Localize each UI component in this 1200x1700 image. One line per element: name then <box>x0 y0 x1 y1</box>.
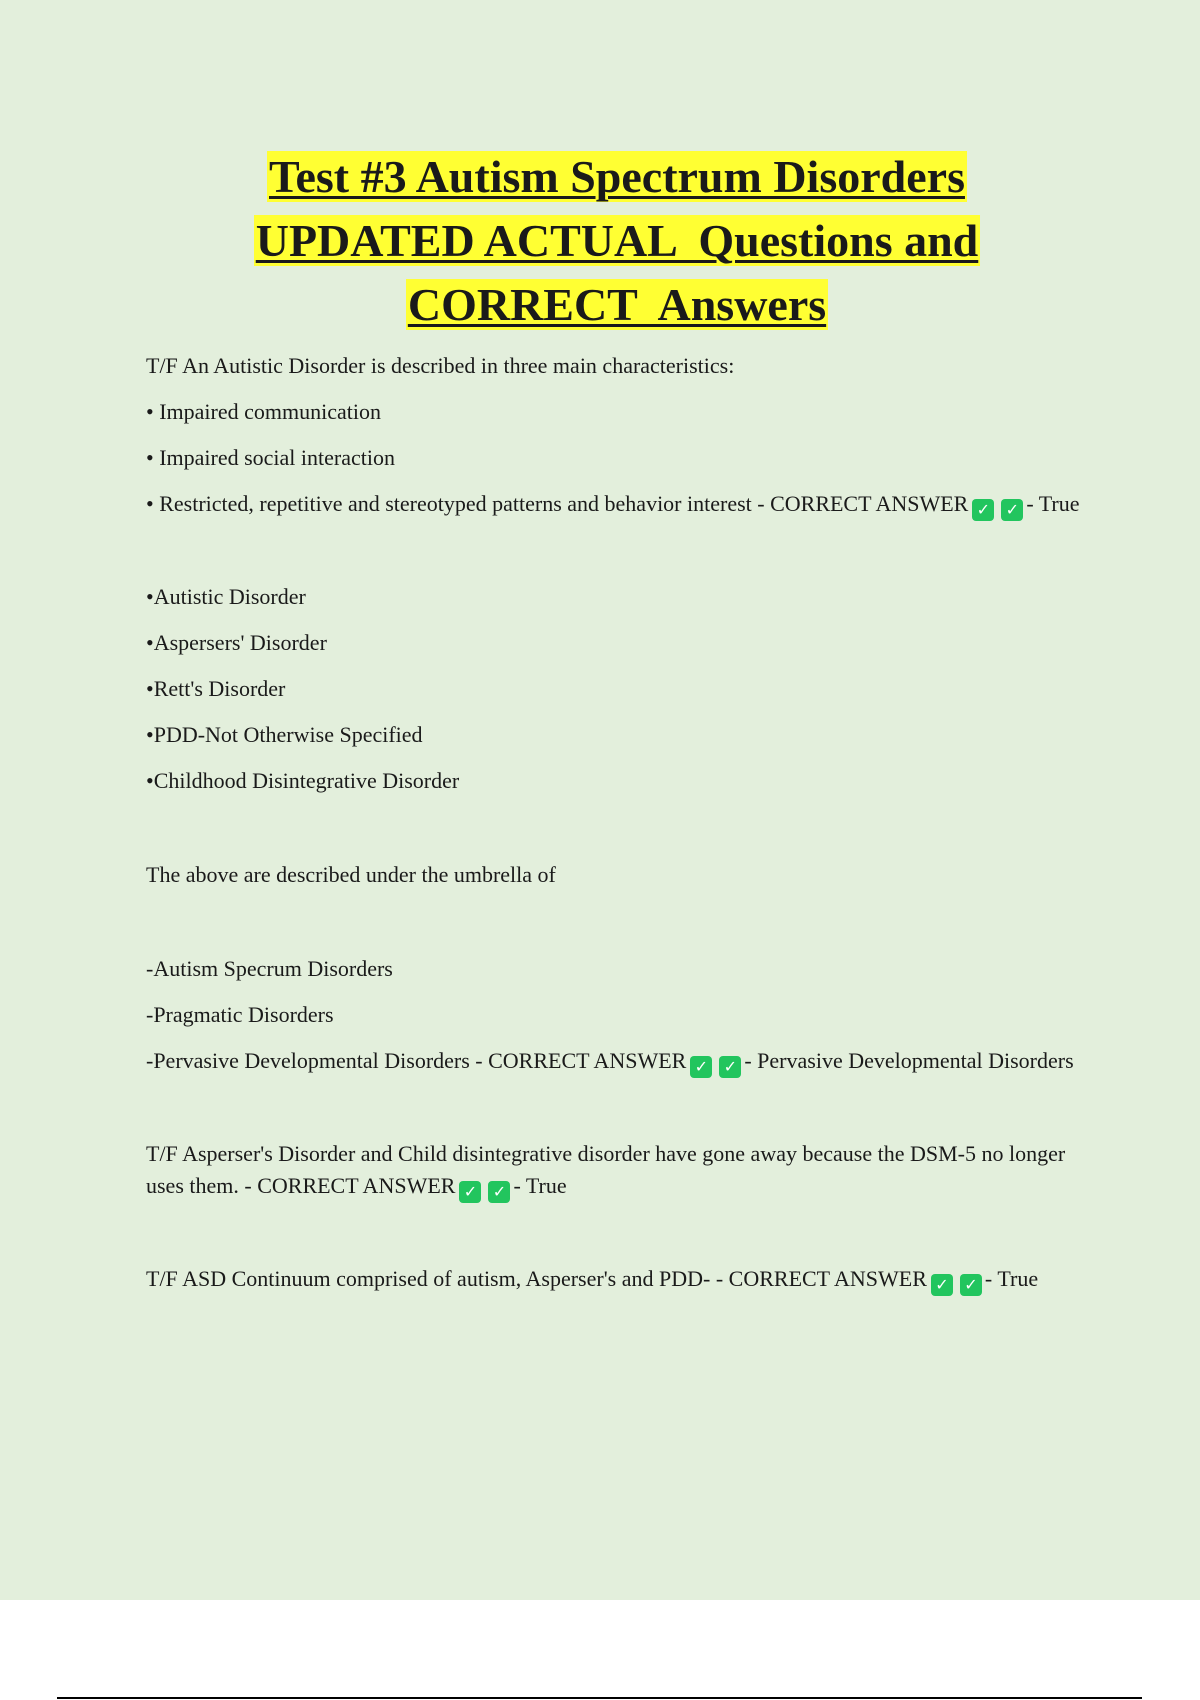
check-box-icon: ✓ <box>488 1181 510 1203</box>
q2-option: -Pervasive Developmental Disorders - CORRECT ANSWER <box>146 1048 687 1073</box>
check-box-icon: ✓ <box>690 1056 712 1078</box>
q1-bullet: • Impaired communication <box>146 399 381 424</box>
document-title <box>0 145 1200 337</box>
q3-answer: - True <box>513 1173 567 1198</box>
list-item: •Autistic Disorder <box>146 584 306 609</box>
q3-line <box>146 1138 1106 1203</box>
q1-answer: - True <box>1026 491 1080 516</box>
footer-divider <box>57 1697 1142 1699</box>
q2-option: -Autism Specrum Disorders <box>146 956 393 981</box>
check-box-icon: ✓ <box>960 1274 982 1296</box>
title-line-3: CORRECT Answers <box>407 279 827 330</box>
check-box-icon: ✓ <box>719 1056 741 1078</box>
q2-prompt: The above are described under the umbrella of <box>146 862 556 887</box>
check-box-icon: ✓ <box>459 1181 481 1203</box>
document-body <box>146 350 1106 1296</box>
list-item: •PDD-Not Otherwise Specified <box>146 722 423 747</box>
q4-line <box>146 1263 1106 1296</box>
check-box-icon: ✓ <box>931 1274 953 1296</box>
list-item: •Aspersers' Disorder <box>146 630 327 655</box>
q1-answer-line <box>146 488 1106 521</box>
q3-text: T/F Asperser's Disorder and Child disintegrative disorder have gone away because the DSM-5 no longer uses them. - CORRECT ANSWER <box>146 1141 1066 1198</box>
list-item: •Childhood Disintegrative Disorder <box>146 768 460 793</box>
q2-answer: - Pervasive Developmental Disorders <box>744 1048 1074 1073</box>
q4-text: T/F ASD Continuum comprised of autism, Asperser's and PDD- - CORRECT ANSWER <box>146 1266 927 1291</box>
check-box-icon: ✓ <box>1001 499 1023 521</box>
check-box-icon: ✓ <box>972 499 994 521</box>
list-item: •Rett's Disorder <box>146 676 286 701</box>
q1-bullet: • Impaired social interaction <box>146 445 395 470</box>
q4-answer: - True <box>984 1266 1039 1291</box>
q1-bullet: • Restricted, repetitive and stereotyped patterns and behavior interest - CORRECT ANSWER <box>146 491 969 516</box>
q1-intro: T/F An Autistic Disorder is described in three main characteristics: <box>146 353 735 378</box>
title-line-1: Test #3 Autism Spectrum Disorders <box>269 151 965 202</box>
title-line-2: UPDATED ACTUAL Questions and <box>255 215 979 266</box>
q2-answer-line <box>146 1045 1106 1078</box>
q2-option: -Pragmatic Disorders <box>146 1002 334 1027</box>
